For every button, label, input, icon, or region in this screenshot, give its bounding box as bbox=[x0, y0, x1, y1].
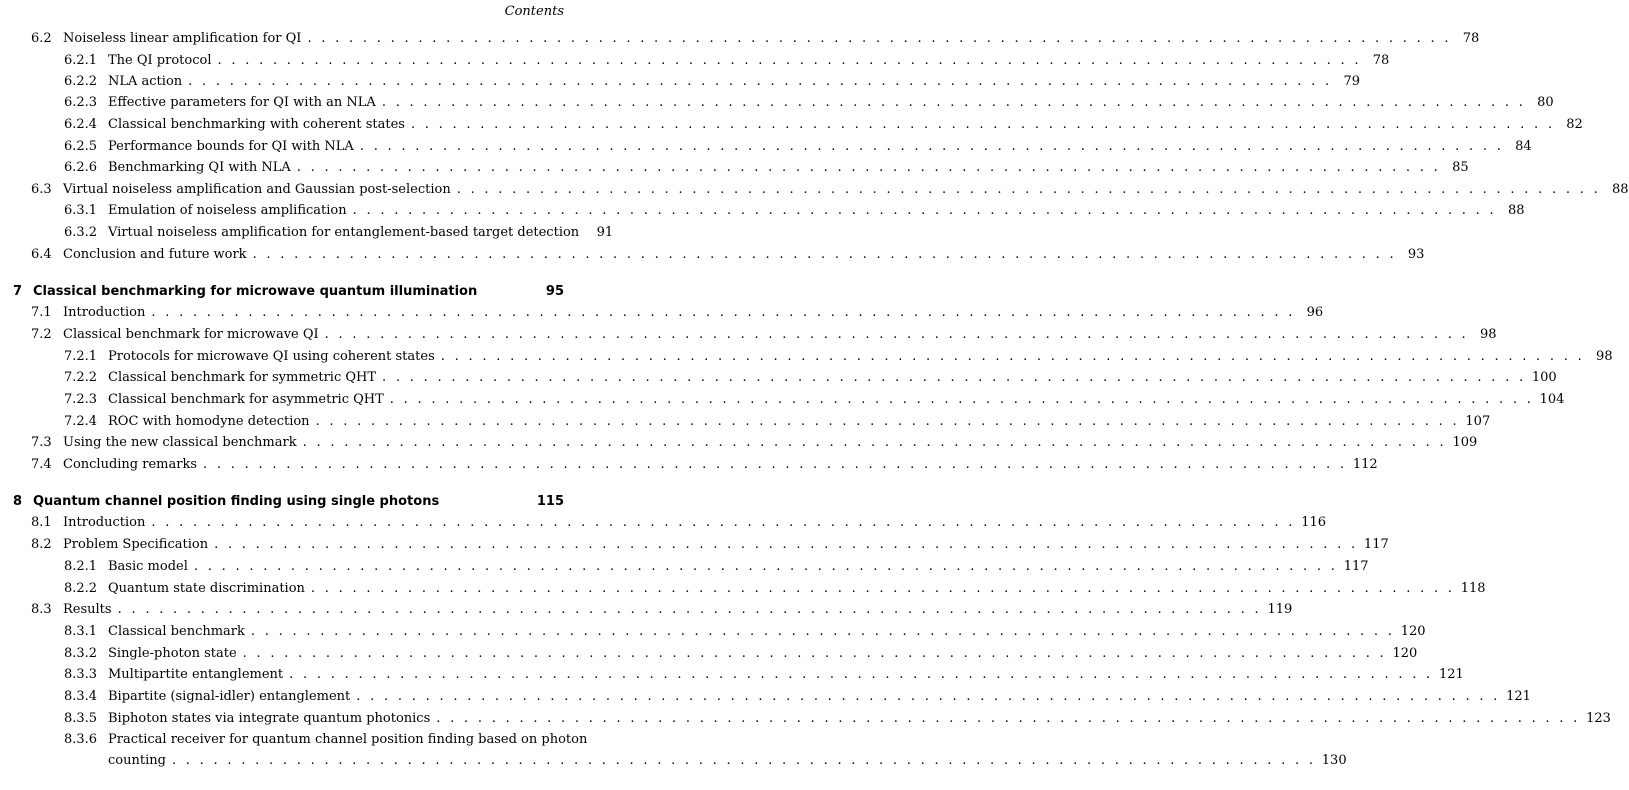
toc-entry[interactable] bbox=[0, 303, 1324, 323]
dot-leader bbox=[251, 622, 1395, 642]
page-number: 84 bbox=[1515, 139, 1532, 154]
entry-title: Classical benchmark bbox=[108, 624, 245, 639]
entry-number: 6.4 bbox=[31, 247, 52, 262]
page-number: 78 bbox=[1372, 53, 1390, 68]
dot-leader bbox=[390, 390, 1534, 410]
page-number: 120 bbox=[1392, 646, 1418, 661]
dot-leader bbox=[311, 579, 1455, 599]
toc-entry[interactable] bbox=[0, 709, 1611, 729]
toc-entry[interactable] bbox=[0, 665, 1464, 685]
entry-title: Conclusion and future work bbox=[63, 247, 247, 262]
page-number: 104 bbox=[1539, 392, 1565, 407]
entry-title: Introduction bbox=[63, 515, 146, 530]
page-number: 117 bbox=[1363, 537, 1389, 552]
entry-title: Emulation of noiseless amplification bbox=[108, 203, 347, 218]
dot-leader bbox=[303, 433, 1447, 453]
page-number: 118 bbox=[1460, 581, 1486, 596]
dot-leader bbox=[151, 513, 1295, 533]
entry-title: Virtual noiseless amplification for entanglement-based target detection bbox=[108, 225, 580, 240]
page-number: 95 bbox=[545, 284, 564, 299]
page-number: 82 bbox=[1566, 117, 1583, 132]
entry-number: 8.3.2 bbox=[64, 646, 98, 661]
toc-entry[interactable] bbox=[0, 730, 588, 750]
entry-number: 8.3.6 bbox=[64, 732, 98, 747]
entry-title: Biphoton states via integrate quantum photonics bbox=[108, 711, 431, 726]
toc-entry[interactable] bbox=[0, 579, 1486, 599]
page-number: 120 bbox=[1400, 624, 1426, 639]
page-number: 117 bbox=[1343, 559, 1369, 574]
toc-entry[interactable] bbox=[0, 158, 1469, 178]
entry-title: Effective parameters for QI with an NLA bbox=[108, 95, 376, 110]
entry-number: 6.3.1 bbox=[64, 203, 98, 218]
entry-title: The QI protocol bbox=[108, 53, 212, 68]
toc-entry[interactable] bbox=[0, 513, 1327, 533]
entry-title: Multipartite entanglement bbox=[108, 667, 284, 682]
entry-number: 6.2.6 bbox=[64, 160, 98, 175]
dot-leader bbox=[325, 325, 1469, 345]
toc-entry[interactable] bbox=[0, 347, 1613, 367]
entry-number: 8.3.1 bbox=[64, 624, 98, 639]
toc-entry[interactable] bbox=[0, 390, 1565, 410]
entry-number: 8.2 bbox=[31, 537, 52, 552]
page-number: 91 bbox=[596, 225, 614, 240]
entry-number: 8.3.4 bbox=[64, 689, 98, 704]
entry-number: 8 bbox=[13, 494, 23, 509]
dot-leader bbox=[243, 644, 1387, 664]
entry-title-continuation: counting bbox=[108, 753, 166, 768]
dot-leader bbox=[316, 412, 1460, 432]
entry-number: 7.2.2 bbox=[64, 370, 98, 385]
entry-title: Results bbox=[63, 602, 112, 617]
entry-number: 6.2.5 bbox=[64, 139, 98, 154]
toc-entry[interactable] bbox=[0, 29, 1480, 49]
entry-number: 6.3.2 bbox=[64, 225, 98, 240]
dot-leader bbox=[188, 72, 1332, 92]
entry-title: Introduction bbox=[63, 305, 146, 320]
page-number: 93 bbox=[1407, 247, 1425, 262]
entry-title: Classical benchmarking with coherent states bbox=[108, 117, 405, 132]
page-number: 85 bbox=[1452, 160, 1469, 175]
dot-leader bbox=[151, 303, 1295, 323]
entry-title: Classical benchmarking for microwave quantum illumination bbox=[33, 284, 478, 299]
entry-number: 7.2.3 bbox=[64, 392, 98, 407]
entry-number: 6.2 bbox=[31, 31, 52, 46]
entry-number: 8.2.2 bbox=[64, 581, 98, 596]
entry-number: 7.3 bbox=[31, 435, 52, 450]
entry-title: Performance bounds for QI with NLA bbox=[108, 139, 354, 154]
entry-title: Quantum channel position finding using single photons bbox=[33, 494, 440, 509]
page-number: 98 bbox=[1479, 327, 1497, 342]
toc-entry[interactable] bbox=[0, 93, 1554, 113]
entry-title: Practical receiver for quantum channel position finding based on photon bbox=[108, 732, 588, 747]
entry-number: 7.4 bbox=[31, 457, 52, 472]
toc-entry[interactable] bbox=[0, 644, 1418, 664]
page-number: 115 bbox=[536, 494, 564, 509]
toc-chapter-entry[interactable] bbox=[0, 492, 580, 512]
toc-entry[interactable] bbox=[0, 115, 1583, 135]
entry-title: Classical benchmark for microwave QI bbox=[63, 327, 319, 342]
toc-entry[interactable] bbox=[0, 622, 1426, 642]
toc-entry[interactable] bbox=[0, 455, 1378, 475]
entry-title: Noiseless linear amplification for QI bbox=[63, 31, 302, 46]
page-number: 123 bbox=[1586, 711, 1611, 726]
dot-leader bbox=[214, 535, 1358, 555]
toc-entry[interactable] bbox=[0, 245, 1425, 265]
entry-title: Classical benchmark for asymmetric QHT bbox=[108, 392, 384, 407]
toc-entry[interactable] bbox=[0, 51, 1390, 71]
dot-leader bbox=[307, 29, 1451, 49]
entry-number: 8.3 bbox=[31, 602, 52, 617]
entry-number: 6.3 bbox=[31, 182, 52, 197]
dot-leader bbox=[353, 201, 1497, 221]
entry-number: 8.3.5 bbox=[64, 711, 98, 726]
toc-entry[interactable] bbox=[0, 557, 1369, 577]
entry-number: 7.2 bbox=[31, 327, 52, 342]
dot-leader bbox=[194, 557, 1338, 577]
entry-number: 7.2.1 bbox=[64, 349, 98, 364]
toc-entry[interactable] bbox=[0, 72, 1360, 92]
entry-title: NLA action bbox=[108, 74, 183, 89]
entry-title: Concluding remarks bbox=[63, 457, 198, 472]
dot-leader bbox=[457, 180, 1601, 200]
toc-entry[interactable] bbox=[0, 687, 1531, 707]
entry-number: 7 bbox=[13, 284, 23, 299]
entry-number: 6.2.4 bbox=[64, 117, 98, 132]
page-number: 112 bbox=[1352, 457, 1378, 472]
dot-leader bbox=[436, 709, 1580, 729]
entry-number: 6.2.1 bbox=[64, 53, 98, 68]
page-number: 119 bbox=[1267, 602, 1293, 617]
dot-leader bbox=[441, 347, 1585, 367]
page-number: 98 bbox=[1596, 349, 1613, 364]
page-number: 121 bbox=[1439, 667, 1464, 682]
entry-title: Benchmarking QI with NLA bbox=[108, 160, 291, 175]
toc-entry[interactable] bbox=[0, 223, 614, 243]
page-number: 130 bbox=[1321, 753, 1347, 768]
toc-entry[interactable] bbox=[0, 412, 1491, 432]
entry-title: ROC with homodyne detection bbox=[108, 414, 310, 429]
running-head: Contents bbox=[504, 4, 564, 19]
toc-entry-continuation[interactable] bbox=[0, 751, 1347, 771]
entry-number: 7.2.4 bbox=[64, 414, 98, 429]
dot-leader bbox=[411, 115, 1555, 135]
dot-leader bbox=[297, 158, 1441, 178]
entry-title: Using the new classical benchmark bbox=[63, 435, 297, 450]
toc-entry[interactable] bbox=[0, 600, 1293, 620]
page-number: 107 bbox=[1465, 414, 1491, 429]
entry-number: 6.2.2 bbox=[64, 74, 98, 89]
toc-entry[interactable] bbox=[0, 180, 1629, 200]
toc-chapter-entry[interactable] bbox=[0, 282, 580, 302]
page-number: 121 bbox=[1506, 689, 1531, 704]
entry-title: Basic model bbox=[108, 559, 188, 574]
entry-title: Classical benchmark for symmetric QHT bbox=[108, 370, 377, 385]
page-number: 88 bbox=[1612, 182, 1629, 197]
entry-number: 8.3.3 bbox=[64, 667, 98, 682]
dot-leader bbox=[203, 455, 1347, 475]
toc-entry[interactable] bbox=[0, 368, 1557, 388]
dot-leader bbox=[356, 687, 1500, 707]
toc-entry[interactable] bbox=[0, 325, 1497, 345]
entry-title: Problem Specification bbox=[63, 537, 209, 552]
dot-leader bbox=[172, 751, 1316, 771]
page-number: 96 bbox=[1306, 305, 1324, 320]
toc-entry[interactable] bbox=[0, 137, 1532, 157]
page-number: 78 bbox=[1462, 31, 1480, 46]
entry-title: Virtual noiseless amplification and Gaussian post-selection bbox=[63, 182, 451, 197]
toc-entry[interactable] bbox=[0, 433, 1478, 453]
dot-leader bbox=[253, 245, 1397, 265]
dot-leader bbox=[118, 600, 1262, 620]
page-number: 109 bbox=[1452, 435, 1478, 450]
dot-leader bbox=[360, 137, 1504, 157]
toc-entry[interactable] bbox=[0, 535, 1389, 555]
dot-leader bbox=[382, 93, 1526, 113]
entry-number: 8.2.1 bbox=[64, 559, 98, 574]
dot-leader bbox=[217, 51, 1361, 71]
page-number: 79 bbox=[1343, 74, 1360, 89]
entry-number: 7.1 bbox=[31, 305, 52, 320]
entry-title: Protocols for microwave QI using coherent states bbox=[108, 349, 435, 364]
entry-title: Bipartite (signal-idler) entanglement bbox=[108, 689, 351, 704]
dot-leader bbox=[382, 368, 1526, 388]
page-number: 88 bbox=[1507, 203, 1525, 218]
page-number: 80 bbox=[1537, 95, 1554, 110]
toc-entry[interactable] bbox=[0, 201, 1525, 221]
entry-title: Quantum state discrimination bbox=[108, 581, 305, 596]
entry-number: 8.1 bbox=[31, 515, 52, 530]
entry-title: Single-photon state bbox=[108, 646, 237, 661]
entry-number: 6.2.3 bbox=[64, 95, 98, 110]
dot-leader bbox=[289, 665, 1433, 685]
page-number: 116 bbox=[1301, 515, 1327, 530]
page-number: 100 bbox=[1531, 370, 1557, 385]
